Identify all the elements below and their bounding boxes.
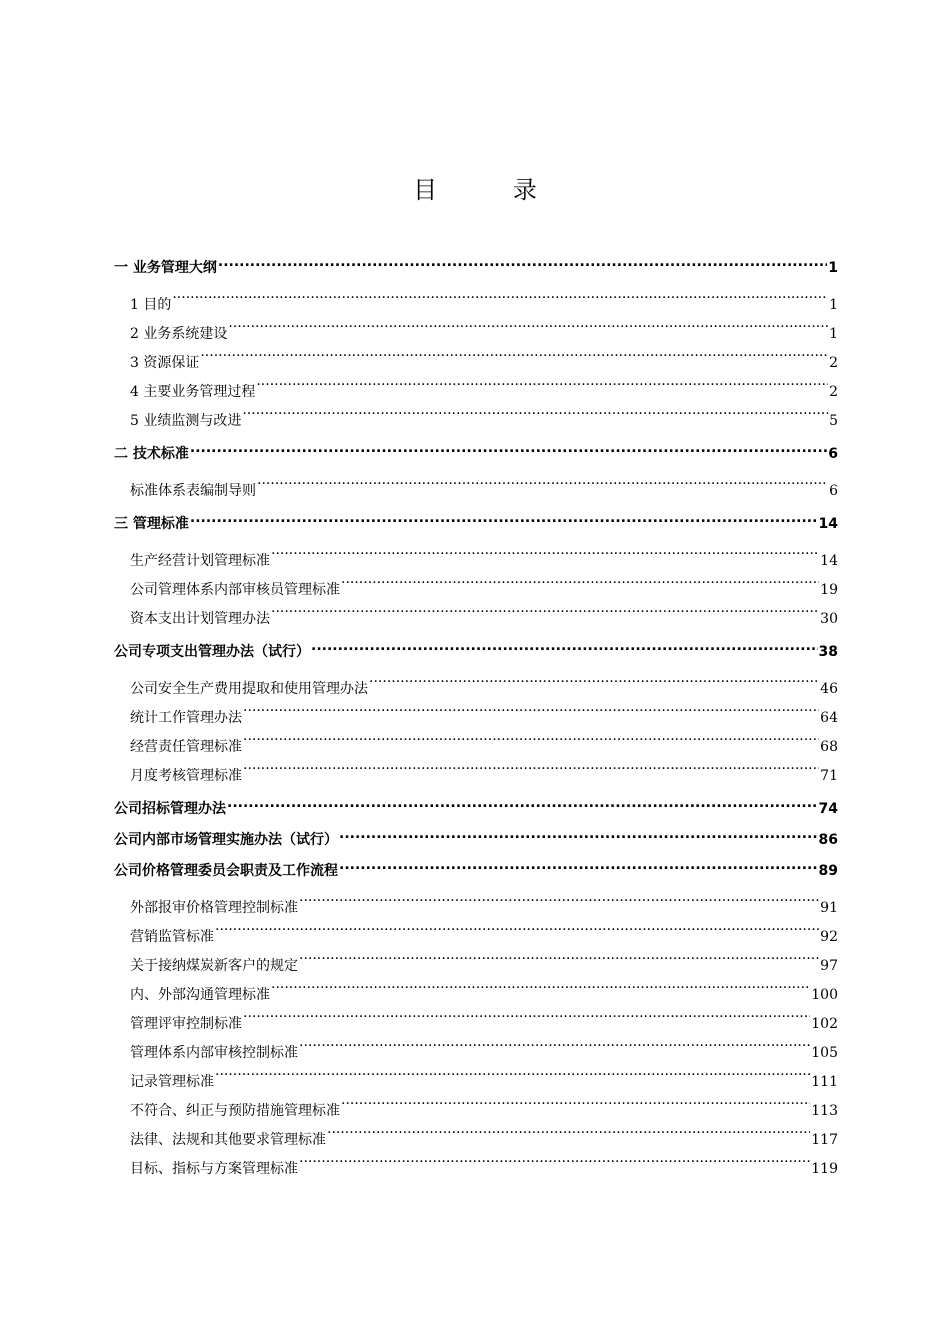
toc-entry-label: 外部报审价格管理控制标准	[130, 900, 298, 916]
toc-entry-label: 5 业绩监测与改进	[130, 413, 242, 429]
toc-section-entry[interactable]	[114, 799, 838, 819]
toc-entry-label: 公司招标管理办法	[114, 801, 226, 817]
toc-entry[interactable]	[114, 475, 838, 504]
toc-page-number: 64	[820, 710, 838, 726]
toc-page-number: 97	[820, 958, 838, 974]
page-title-char-2: 录	[512, 176, 537, 204]
toc-page-number: 117	[811, 1132, 838, 1148]
toc-page-number: 6	[828, 446, 838, 462]
toc-section-entry[interactable]	[114, 444, 838, 464]
table-of-contents	[114, 258, 838, 1182]
toc-page-number: 1	[829, 297, 838, 313]
toc-section-entry[interactable]	[114, 514, 838, 534]
toc-entry[interactable]	[114, 702, 838, 731]
toc-entry[interactable]	[114, 1153, 838, 1182]
toc-section-entry[interactable]	[114, 642, 838, 662]
toc-page-number: 2	[829, 384, 838, 400]
toc-page-number: 1	[828, 260, 838, 276]
toc-dot-leader	[256, 376, 828, 396]
toc-entry-label: 不符合、纠正与预防措施管理标准	[130, 1103, 340, 1119]
toc-page-number: 5	[829, 413, 838, 429]
toc-entry[interactable]	[114, 1008, 838, 1037]
toc-page-number: 86	[818, 832, 838, 848]
toc-entry-label: 标准体系表编制导则	[130, 483, 256, 499]
toc-entry-label: 资本支出计划管理办法	[130, 611, 270, 627]
page-title-char-1: 目	[413, 176, 438, 204]
toc-page-number: 68	[820, 739, 838, 755]
toc-dot-leader	[339, 830, 818, 844]
toc-entry-label: 法律、法规和其他要求管理标准	[130, 1132, 326, 1148]
toc-dot-leader	[200, 347, 828, 367]
toc-page-number: 91	[820, 900, 838, 916]
toc-page-number: 14	[820, 553, 838, 569]
toc-entry[interactable]	[114, 1124, 838, 1153]
toc-entry-label: 三 管理标准	[114, 516, 189, 532]
toc-dot-leader	[369, 673, 819, 693]
toc-entry-label: 管理体系内部审核控制标准	[130, 1045, 298, 1061]
toc-dot-leader	[190, 444, 827, 458]
toc-dot-leader	[271, 545, 819, 565]
toc-dot-leader	[299, 1037, 810, 1057]
toc-dot-leader	[271, 979, 810, 999]
toc-page-number: 105	[811, 1045, 838, 1061]
toc-entry[interactable]	[114, 892, 838, 921]
toc-entry-label: 营销监管标准	[130, 929, 214, 945]
toc-page-number: 38	[818, 644, 838, 660]
toc-entry-label: 关于接纳煤炭新客户的规定	[130, 958, 298, 974]
toc-entry-label: 公司内部市场管理实施办法（试行）	[114, 832, 338, 848]
toc-dot-leader	[243, 731, 819, 751]
toc-entry[interactable]	[114, 347, 838, 376]
toc-entry-label: 生产经营计划管理标准	[130, 553, 270, 569]
toc-entry[interactable]	[114, 574, 838, 603]
toc-entry[interactable]	[114, 405, 838, 434]
toc-entry-label: 3 资源保证	[130, 355, 200, 371]
toc-page-number: 6	[829, 483, 838, 499]
toc-dot-leader	[271, 603, 819, 623]
toc-entry-label: 公司专项支出管理办法（试行）	[114, 644, 310, 660]
toc-entry-label: 内、外部沟通管理标准	[130, 987, 270, 1003]
toc-entry-label: 月度考核管理标准	[130, 768, 242, 784]
toc-dot-leader	[257, 475, 828, 495]
toc-dot-leader	[243, 1008, 810, 1028]
toc-section-entry[interactable]	[114, 258, 838, 278]
toc-dot-leader	[228, 318, 828, 338]
toc-dot-leader	[172, 289, 828, 309]
toc-entry-label: 4 主要业务管理过程	[130, 384, 256, 400]
toc-entry[interactable]	[114, 1066, 838, 1095]
toc-page-number: 2	[829, 355, 838, 371]
toc-dot-leader	[243, 702, 819, 722]
toc-entry[interactable]	[114, 318, 838, 347]
toc-entry[interactable]	[114, 1037, 838, 1066]
toc-entry[interactable]	[114, 760, 838, 789]
toc-page-number: 1	[829, 326, 838, 342]
toc-entry[interactable]	[114, 603, 838, 632]
toc-page-number: 92	[820, 929, 838, 945]
toc-dot-leader	[299, 950, 819, 970]
toc-entry[interactable]	[114, 950, 838, 979]
toc-entry[interactable]	[114, 731, 838, 760]
toc-entry-label: 一 业务管理大纲	[114, 260, 217, 276]
toc-page-number: 74	[818, 801, 838, 817]
toc-page-number: 113	[811, 1103, 838, 1119]
toc-page-number: 14	[818, 516, 838, 532]
toc-page-number: 102	[811, 1016, 838, 1032]
toc-entry-label: 记录管理标准	[130, 1074, 214, 1090]
toc-entry-label: 公司安全生产费用提取和使用管理办法	[130, 681, 368, 697]
toc-dot-leader	[242, 405, 828, 425]
toc-page-number: 119	[811, 1161, 838, 1177]
toc-entry[interactable]	[114, 979, 838, 1008]
toc-page-number: 100	[811, 987, 838, 1003]
toc-entry-label: 目标、指标与方案管理标准	[130, 1161, 298, 1177]
toc-section-entry[interactable]	[114, 861, 838, 881]
toc-entry[interactable]	[114, 1095, 838, 1124]
toc-entry-label: 公司价格管理委员会职责及工作流程	[114, 863, 338, 879]
toc-entry[interactable]	[114, 921, 838, 950]
page-title	[0, 170, 950, 205]
toc-dot-leader	[299, 1153, 810, 1173]
toc-page-number: 89	[818, 863, 838, 879]
toc-page-number: 46	[820, 681, 838, 697]
toc-entry-label: 管理评审控制标准	[130, 1016, 242, 1032]
toc-dot-leader	[341, 574, 819, 594]
toc-dot-leader	[190, 514, 818, 528]
toc-dot-leader	[218, 258, 827, 272]
toc-entry-label: 经营责任管理标准	[130, 739, 242, 755]
toc-page-number: 71	[820, 768, 838, 784]
toc-dot-leader	[215, 921, 819, 941]
toc-page-number: 111	[811, 1074, 838, 1090]
toc-entry[interactable]	[114, 673, 838, 702]
toc-dot-leader	[227, 799, 818, 813]
toc-entry-label: 二 技术标准	[114, 446, 189, 462]
toc-dot-leader	[327, 1124, 810, 1144]
toc-dot-leader	[311, 642, 818, 656]
toc-entry-label: 公司管理体系内部审核员管理标准	[130, 582, 340, 598]
toc-page-number: 30	[820, 611, 838, 627]
toc-dot-leader	[339, 861, 818, 875]
toc-dot-leader	[243, 760, 819, 780]
toc-dot-leader	[299, 892, 819, 912]
toc-page-number: 19	[820, 582, 838, 598]
toc-entry[interactable]	[114, 376, 838, 405]
toc-entry-label: 1 目的	[130, 297, 172, 313]
toc-dot-leader	[341, 1095, 810, 1115]
toc-section-entry[interactable]	[114, 830, 838, 850]
toc-entry[interactable]	[114, 289, 838, 318]
toc-entry[interactable]	[114, 545, 838, 574]
toc-entry-label: 2 业务系统建设	[130, 326, 228, 342]
toc-entry-label: 统计工作管理办法	[130, 710, 242, 726]
toc-dot-leader	[215, 1066, 810, 1086]
